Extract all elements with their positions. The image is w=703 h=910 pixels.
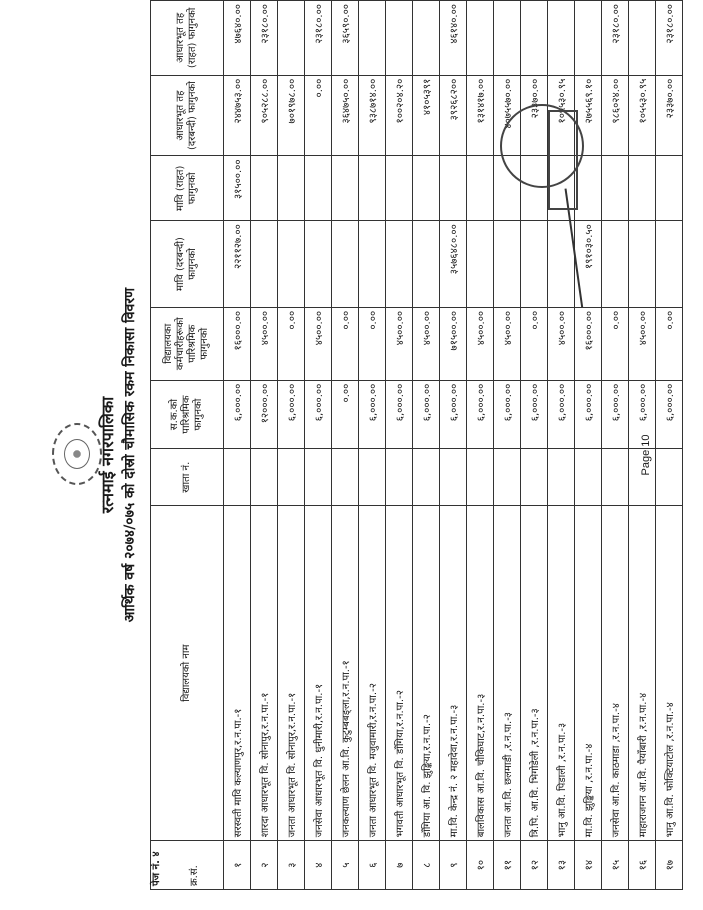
cell-sn: २ (251, 841, 278, 890)
cell-sk: ६,०००.०० (224, 380, 251, 449)
cell-adh-r (386, 1, 413, 76)
table-row (656, 1, 683, 890)
col-sn: पेज नं. ४ क्र.सं. (151, 841, 224, 890)
cell-sn: १७ (656, 841, 683, 890)
cell-mavi-r (251, 156, 278, 221)
cell-adh-d: २७५५६९.१० (575, 75, 602, 156)
cell-sn: ७ (386, 841, 413, 890)
cell-sk: ६,०००.०० (602, 380, 629, 449)
cell-account (386, 449, 413, 506)
cell-sn: १० (467, 841, 494, 890)
cell-mavi-r (359, 156, 386, 221)
page-number: Page 10 (640, 434, 652, 476)
cell-adh-r: ४६१४०.०० (440, 1, 467, 76)
col-school-name: विद्यालयको नाम (151, 506, 224, 841)
table-row (602, 1, 629, 890)
cell-account (413, 449, 440, 506)
table-row (413, 1, 440, 890)
cell-account (494, 449, 521, 506)
cell-adh-r: २३१८०.०० (251, 1, 278, 76)
cell-staff: ०.०० (521, 307, 548, 380)
table-row (305, 1, 332, 890)
cell-name: जनसेवा आधारभूत वि. धुनीमारी,र.न.पा.-१ (305, 506, 332, 841)
table-row (278, 1, 305, 890)
col-staff: विद्यालयका कर्मचारीहरूको पारिश्रमिक फागुनको (151, 307, 224, 380)
col-account: खाता नं. (151, 449, 224, 506)
cell-staff: ४५००.०० (386, 307, 413, 380)
col-adh-d: आधारभूत तह (दरबन्दी) फागुनको (151, 75, 224, 156)
cell-sn: ३ (278, 841, 305, 890)
cell-staff: ४५००.०० (548, 307, 575, 380)
cell-staff: ०.०० (359, 307, 386, 380)
cell-adh-r: २३१८०.०० (305, 1, 332, 76)
cell-account (440, 449, 467, 506)
cell-mavi-r (386, 156, 413, 221)
cell-account (602, 449, 629, 506)
cell-account (224, 449, 251, 506)
cell-adh-d: २४४७५३.०० (224, 75, 251, 156)
cell-sn: १५ (602, 841, 629, 890)
cell-adh-d: ०.०० (305, 75, 332, 156)
cell-name: बालविकास आ.वि. चौकिघाट,र.न.पा.-३ (467, 506, 494, 841)
table-row (440, 1, 467, 890)
cell-sk: ६,०००.०० (413, 380, 440, 449)
cell-staff: ४५००.०० (629, 307, 656, 380)
cell-adh-d: ४१०५३९१ (413, 75, 440, 156)
cell-account (521, 449, 548, 506)
cell-mavi-d (359, 221, 386, 308)
cell-mavi-d (386, 221, 413, 308)
cell-adh-r (575, 1, 602, 76)
cell-name: भानु आ.वि. पिडाली ,र.न.पा.-३ (548, 506, 575, 841)
table-row (332, 1, 359, 890)
cell-adh-r: ४७६४०.०० (224, 1, 251, 76)
cell-sn: १४ (575, 841, 602, 890)
cell-sk: १२०००.०० (251, 380, 278, 449)
cell-staff: १६०००.०० (575, 307, 602, 380)
cell-sk: ६,०००.०० (629, 380, 656, 449)
cell-sn: ११ (494, 841, 521, 890)
table-row (467, 1, 494, 890)
cell-sn: १२ (521, 841, 548, 890)
table-row (359, 1, 386, 890)
cell-name: मा.वि. झुङ्किया ,र.न.पा.-४ (575, 506, 602, 841)
cell-adh-r (413, 1, 440, 76)
cell-adh-r (467, 1, 494, 76)
cell-staff: ०.०० (602, 307, 629, 380)
cell-name: शारदा आधारभूत वि. सोनापुर,र.न.पा.-१ (251, 506, 278, 841)
cell-mavi-d (251, 221, 278, 308)
cell-mavi-r (602, 156, 629, 221)
cell-mavi-d: २२११२७.०० (224, 221, 251, 308)
cell-adh-r (278, 1, 305, 76)
page-subtitle: आर्थिक वर्ष २०७४/०७५ को दोस्रो चौमासिक रकम निकासा विवरण (122, 287, 138, 623)
cell-mavi-r (467, 156, 494, 221)
cell-mavi-r (656, 156, 683, 221)
cell-adh-d: २३३७०.०० (521, 75, 548, 156)
cell-staff: ०.०० (278, 307, 305, 380)
page-label: पेज नं. ४ (151, 851, 162, 886)
allocation-table (150, 0, 683, 890)
cell-name: सरस्वती मावि कल्याणपुर,र.न.पा.-१ (224, 506, 251, 841)
cell-mavi-d (602, 221, 629, 308)
cell-adh-d: ३९२६८२०० (440, 75, 467, 156)
cell-mavi-r (305, 156, 332, 221)
cell-adh-r: ३६५९०.०० (332, 1, 359, 76)
cell-staff: ४५००.०० (413, 307, 440, 380)
cell-staff: ७१५००.०० (440, 307, 467, 380)
cell-sn: १३ (548, 841, 575, 890)
cell-mavi-d (305, 221, 332, 308)
cell-sk: ६,०००.०० (440, 380, 467, 449)
cell-mavi-d (332, 221, 359, 308)
cell-mavi-d: ३५७६४८०.०० (440, 221, 467, 308)
cell-sk: ६,०००.०० (575, 380, 602, 449)
col-sk: स.क.को पारिश्रमिक फागुनको (151, 380, 224, 449)
cell-staff: ४५००.०० (467, 307, 494, 380)
cell-adh-r (521, 1, 548, 76)
cell-sk: ६,०००.०० (548, 380, 575, 449)
cell-mavi-r: ३१५००.०० (224, 156, 251, 221)
cell-name: माहाराजगन आ.वि. पैयाँबारी ,र.न.पा.-४ (629, 506, 656, 841)
cell-account (656, 449, 683, 506)
cell-sn: ९ (440, 841, 467, 890)
cell-name: मा.वि. केन्द्र नं. २ महादेवा,र.न.पा.-३ (440, 506, 467, 841)
page-title: रत्नमाई नगरपालिका (98, 396, 117, 514)
cell-mavi-d (656, 221, 683, 308)
cell-adh-r (359, 1, 386, 76)
cell-staff: ०.०० (332, 307, 359, 380)
cell-name: भानु आ.वि. फोक्टियाटोल ,र.न.पा.-४ (656, 506, 683, 841)
cell-staff: १६०००.०० (224, 307, 251, 380)
table-row (251, 1, 278, 890)
table-row (224, 1, 251, 890)
cell-mavi-r (332, 156, 359, 221)
cell-name: जनता आधारभूत वि. सोनापुर,र.न.पा.-१ (278, 506, 305, 841)
cell-name: जनकल्याण छेलन आ.वि. कुटुम्बबङ्ला,र.न.पा.-१ (332, 506, 359, 841)
cell-mavi-d (413, 221, 440, 308)
cell-sn: ६ (359, 841, 386, 890)
cell-sn: १६ (629, 841, 656, 890)
cell-sk: ६,०००.०० (494, 380, 521, 449)
cell-staff: ४५००.०० (251, 307, 278, 380)
cell-adh-d: ९३८७१४.०० (359, 75, 386, 156)
col-adh-r: आधारभूत तह (राहत) फागुनको (151, 1, 224, 76)
cell-adh-d: १००२०४.२० (386, 75, 413, 156)
cell-adh-d: ९८६०२४.०० (602, 75, 629, 156)
cell-name: जनता आ.वि. छलमाडी ,र.न.पा.-३ (494, 506, 521, 841)
cell-mavi-d: १९१०३०.५० (575, 221, 602, 308)
cell-adh-d: १०५५३०.९५ (548, 75, 575, 156)
cell-staff: ४५००.०० (494, 307, 521, 380)
cell-adh-r (494, 1, 521, 76)
cell-mavi-d (494, 221, 521, 308)
cell-staff: ४५००.०० (305, 307, 332, 380)
col-mavi-r: मावि (राहत) फागुनको (151, 156, 224, 221)
cell-name: डाँगिया आ. वि. झुङ्किया,र.न.पा.-२ (413, 506, 440, 841)
cell-sk: ६,०००.०० (467, 380, 494, 449)
cell-mavi-d (467, 221, 494, 308)
cell-adh-r: २३१८०.०० (656, 1, 683, 76)
cell-adh-d: २३३७०.०० (656, 75, 683, 156)
cell-adh-d: ९०५२८८.०० (251, 75, 278, 156)
office-stamp-box (548, 110, 578, 210)
cell-adh-d: १०५५३०.९५ (629, 75, 656, 156)
cell-sn: १ (224, 841, 251, 890)
cell-sk: ६,०००.०० (656, 380, 683, 449)
cell-sn: ४ (305, 841, 332, 890)
cell-sn: ८ (413, 841, 440, 890)
cell-name: भगवती आधारभूत वि. डाँगिया,र.न.पा.-२ (386, 506, 413, 841)
cell-sk: ६,०००.०० (305, 380, 332, 449)
cell-account (359, 449, 386, 506)
cell-adh-d: ७०१९७८.०० (278, 75, 305, 156)
cell-sk: ६,०००.०० (359, 380, 386, 449)
cell-sk: ६,०००.०० (278, 380, 305, 449)
cell-name: जनता आधारभूत वि. मजुवामारी,र.न.पा.-२ (359, 506, 386, 841)
cell-account (305, 449, 332, 506)
cell-name: त्रि.पि. आ.वि. भिगोडेली ,र.न.पा.-३ (521, 506, 548, 841)
cell-name: जनसेवा आ.वि. काठमाडा ,र.न.पा.-४ (602, 506, 629, 841)
cell-staff: ०.०० (656, 307, 683, 380)
cell-account (278, 449, 305, 506)
municipality-seal (52, 423, 102, 485)
cell-account (332, 449, 359, 506)
cell-account (575, 449, 602, 506)
cell-sk: ६,०००.०० (521, 380, 548, 449)
cell-mavi-r (278, 156, 305, 221)
cell-account (467, 449, 494, 506)
cell-account (548, 449, 575, 506)
table-row (386, 1, 413, 890)
cell-adh-d: १३१४१७.०० (467, 75, 494, 156)
cell-mavi-r (440, 156, 467, 221)
cell-sn: ५ (332, 841, 359, 890)
col-mavi-d: मावि (दरबन्दी) फागुनको (151, 221, 224, 308)
cell-adh-r (548, 1, 575, 76)
cell-account (251, 449, 278, 506)
cell-adh-d: ३६४७५०.०० (332, 75, 359, 156)
cell-sk: ६,०००.०० (386, 380, 413, 449)
cell-mavi-d (278, 221, 305, 308)
cell-adh-r: २३१८०.०० (602, 1, 629, 76)
cell-mavi-r (413, 156, 440, 221)
cell-sk: ०.०० (332, 380, 359, 449)
cell-adh-d: ४०७५५७०.०० (494, 75, 521, 156)
